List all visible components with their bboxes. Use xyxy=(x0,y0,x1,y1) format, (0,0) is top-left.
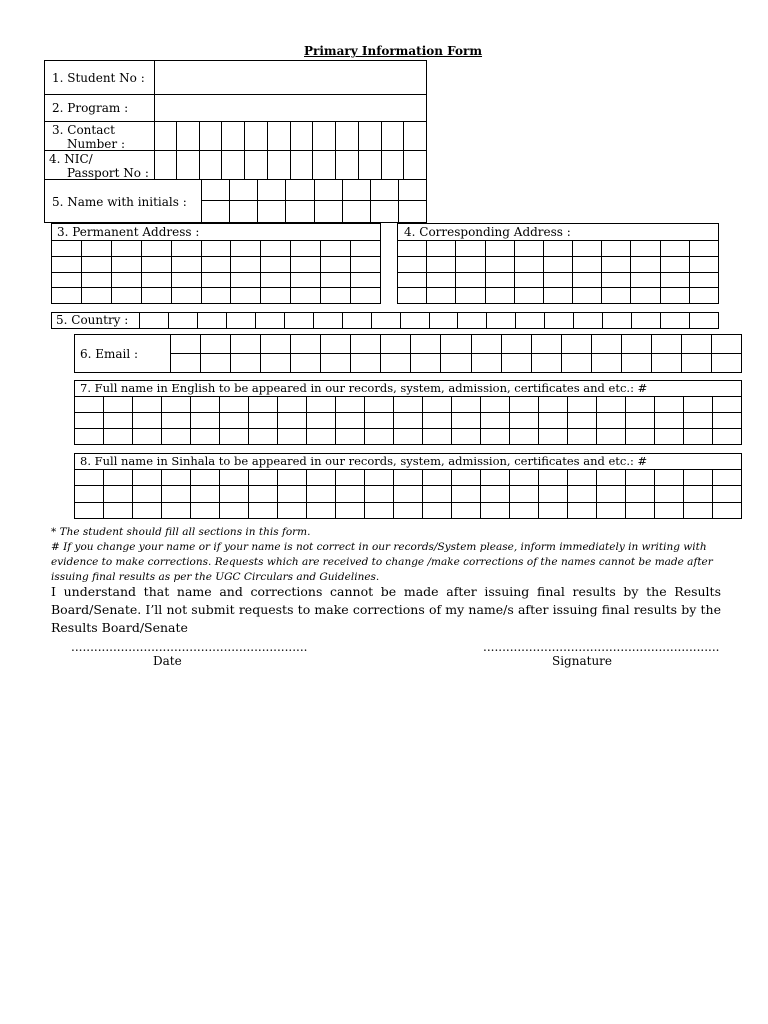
full-name-sinhala-label: 8. Full name in Sinhala to be appeared in our records, system, admission, certificates and etc.: # xyxy=(80,454,648,468)
full-name-english-boxes[interactable] xyxy=(74,396,742,445)
program-label: 2. Program : xyxy=(52,101,129,115)
full-name-sinhala-boxes[interactable] xyxy=(74,469,742,519)
student-no-field[interactable] xyxy=(155,61,426,94)
contact-label-2: Number : xyxy=(67,137,125,151)
permanent-address-boxes[interactable] xyxy=(51,240,381,304)
date-label: Date xyxy=(153,654,182,668)
signature-label: Signature xyxy=(552,654,613,668)
declaration-text: I understand that name and corrections cannot be made after issuing final results by the Results Board/Senate. I’ll not submit requests to make corrections of my name/s after issuing final results by the Results Board/Senate xyxy=(51,584,721,635)
email-label: 6. Email : xyxy=(80,347,139,361)
page-title: Primary Information Form xyxy=(304,44,483,58)
date-line[interactable]: .............................................................. xyxy=(71,640,308,654)
country-label: 5. Country : xyxy=(56,313,129,327)
country-boxes[interactable] xyxy=(139,312,719,329)
nic-label: 4. NIC/ xyxy=(49,152,93,166)
contact-number-boxes[interactable] xyxy=(154,121,427,151)
full-name-english-label: 7. Full name in English to be appeared in our records, system, admission, certificates and etc.: # xyxy=(80,381,648,395)
nic-boxes[interactable] xyxy=(154,150,427,180)
signature-line[interactable]: .............................................................. xyxy=(483,640,720,654)
name-initials-boxes[interactable] xyxy=(201,179,427,223)
corresponding-address-label: 4. Corresponding Address : xyxy=(404,225,571,239)
nic-label-2: Passport No : xyxy=(67,166,149,180)
permanent-address-label: 3. Permanent Address : xyxy=(57,225,200,239)
note-name-change: # If you change your name or if your name is not correct in our records/System please, inform immediately in writing with evidence to make corrections. Requests which are received to change /make corrections of the names cannot be made after issuing final results as per the UGC Circulars and Guidelines. xyxy=(51,541,713,583)
corresponding-address-boxes[interactable] xyxy=(397,240,719,304)
contact-label: 3. Contact xyxy=(52,123,115,137)
name-initials-label: 5. Name with initials : xyxy=(52,195,187,209)
note-all-sections: * The student should fill all sections in this form. xyxy=(51,526,311,538)
student-no-label: 1. Student No : xyxy=(52,71,145,85)
program-field[interactable] xyxy=(155,95,426,121)
email-boxes[interactable] xyxy=(170,334,742,373)
